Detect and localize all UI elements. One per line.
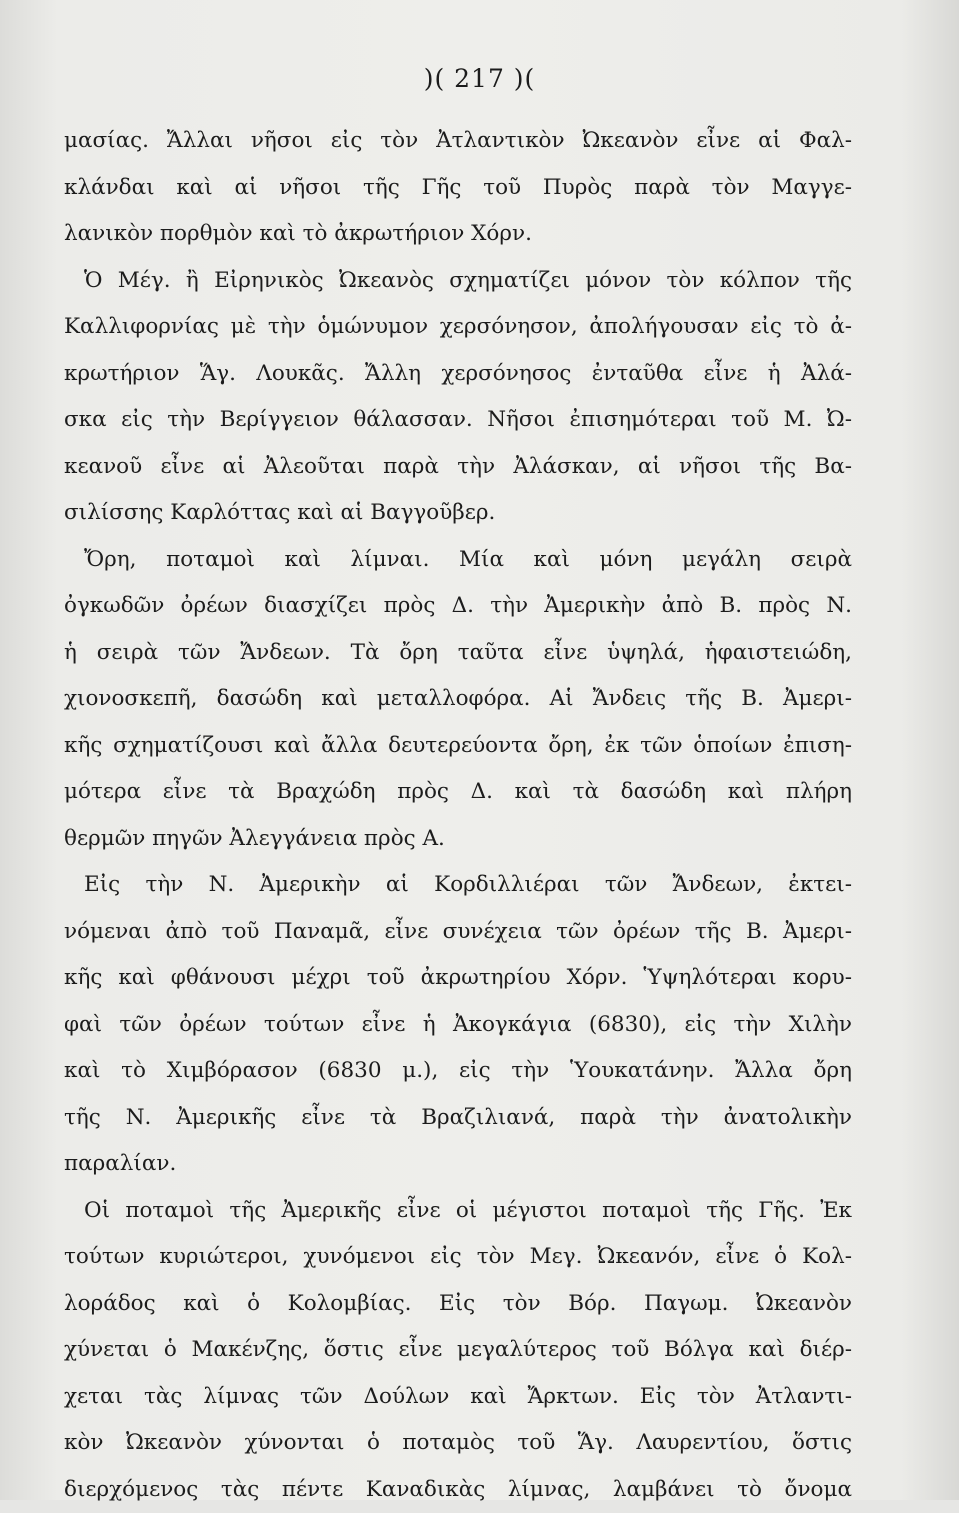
paragraph-rivers	[64, 1188, 852, 1513]
text-line: κλάνδαι καὶ αἱ νῆσοι τῆς Γῆς τοῦ Πυρὸς παρὰ τὸν Μαγγε-	[64, 165, 852, 212]
text-line: μότερα εἶνε τὰ Βραχώδη πρὸς Δ. καὶ τὰ δασώδη καὶ πλήρη	[64, 769, 852, 816]
text-line: χιονοσκεπῆ, δασώδη καὶ μεταλλοφόρα. Αἱ Ἄνδεις τῆς Β. Ἀμερι-	[64, 676, 852, 723]
text-line: θερμῶν πηγῶν Ἀλεγγάνεια πρὸς Α.	[64, 816, 852, 863]
text-line: Οἱ ποταμοὶ τῆς Ἀμερικῆς εἶνε οἱ μέγιστοι ποταμοὶ τῆς Γῆς. Ἐκ	[64, 1188, 852, 1235]
text-line: ἡ σειρὰ τῶν Ἄνδεων. Τὰ ὄρη ταῦτα εἶνε ὑψηλά, ἡφαιστειώδη,	[64, 630, 852, 677]
text-line: χεται τὰς λίμνας τῶν Δούλων καὶ Ἄρκτων. Εἰς τὸν Ἀτλαντι-	[64, 1374, 852, 1421]
text-line: κρωτήριον Ἅγ. Λουκᾶς. Ἄλλη χερσόνησος ἐνταῦθα εἶνε ἡ Ἀλά-	[64, 351, 852, 398]
text-line: παραλίαν.	[64, 1141, 852, 1188]
text-line: καὶ τὸ Χιμβόρασον (6830 μ.), εἰς τὴν Ὑουκατάνην. Ἄλλα ὄρη	[64, 1048, 852, 1095]
text-line: κῆς σχηματίζουσι καὶ ἄλλα δευτερεύοντα ὄρη, ἐκ τῶν ὁποίων ἐπιση-	[64, 723, 852, 770]
text-line: σκα εἰς τὴν Βερίγγειον θάλασσαν. Νῆσοι ἐπισημότεραι τοῦ Μ. Ὠ-	[64, 397, 852, 444]
text-line: Καλλιφορνίας μὲ τὴν ὁμώνυμον χερσόνησον, ἀπολήγουσαν εἰς τὸ ἀ-	[64, 304, 852, 351]
paragraph-mountains-rivers-lakes	[64, 537, 852, 863]
text-line: κὸν Ὠκεανὸν χύνονται ὁ ποταμὸς τοῦ Ἅγ. Λαυρεντίου, ὅστις	[64, 1420, 852, 1467]
text-line: μασίας. Ἄλλαι νῆσοι εἰς τὸν Ἀτλαντικὸν Ὠκεανὸν εἶνε αἱ Φαλ-	[64, 118, 852, 165]
text-line: κεανοῦ εἶνε αἱ Ἀλεοῦται παρὰ τὴν Ἀλάσκαν, αἱ νῆσοι τῆς Βα-	[64, 444, 852, 491]
paragraph-south-america-mountains	[64, 862, 852, 1188]
text-line: λοράδος καὶ ὁ Κολομβίας. Εἰς τὸν Βόρ. Παγωμ. Ὠκεανὸν	[64, 1281, 852, 1328]
text-line: χύνεται ὁ Μακένζης, ὅστις εἶνε μεγαλύτερος τοῦ Βόλγα καὶ διέρ-	[64, 1327, 852, 1374]
text-line: νόμεναι ἀπὸ τοῦ Παναμᾶ, εἶνε συνέχεια τῶν ὀρέων τῆς Β. Ἀμερι-	[64, 909, 852, 956]
text-line: Εἰς τὴν Ν. Ἀμερικὴν αἱ Κορδιλλιέραι τῶν Ἄνδεων, ἐκτει-	[64, 862, 852, 909]
text-line: λανικὸν πορθμὸν καὶ τὸ ἀκρωτήριον Χόρν.	[64, 211, 852, 258]
text-line: φαὶ τῶν ὀρέων τούτων εἶνε ἡ Ἀκογκάγια (6830), εἰς τὴν Χιλὴν	[64, 1002, 852, 1049]
paragraph-pacific	[64, 258, 852, 537]
text-line: τούτων κυριώτεροι, χυνόμενοι εἰς τὸν Μεγ. Ὠκεανόν, εἶνε ὁ Κολ-	[64, 1234, 852, 1281]
text-line: ὀγκωδῶν ὀρέων διασχίζει πρὸς Δ. τὴν Ἀμερικὴν ἀπὸ Β. πρὸς Ν.	[64, 583, 852, 630]
text-line: σιλίσσης Καρλόττας καὶ αἱ Βαγγοῦβερ.	[64, 490, 852, 537]
body-text	[64, 118, 852, 1513]
text-line: Ὄρη, ποταμοὶ καὶ λίμναι. Μία καὶ μόνη μεγάλη σειρὰ	[64, 537, 852, 584]
text-line: Ὁ Μέγ. ἢ Εἰρηνικὸς Ὠκεανὸς σχηματίζει μόνον τὸν κόλπον τῆς	[64, 258, 852, 305]
page-number: )( 217 )(	[0, 64, 959, 93]
text-line: διερχόμενος τὰς πέντε Καναδικὰς λίμνας, λαμβάνει τὸ ὄνομα	[64, 1467, 852, 1513]
text-line: κῆς καὶ φθάνουσι μέχρι τοῦ ἀκρωτηρίου Χόρν. Ὑψηλότεραι κορυ-	[64, 955, 852, 1002]
paragraph-islands-atlantic	[64, 118, 852, 258]
text-line: τῆς Ν. Ἀμερικῆς εἶνε τὰ Βραζιλιανά, παρὰ τὴν ἀνατολικὴν	[64, 1095, 852, 1142]
